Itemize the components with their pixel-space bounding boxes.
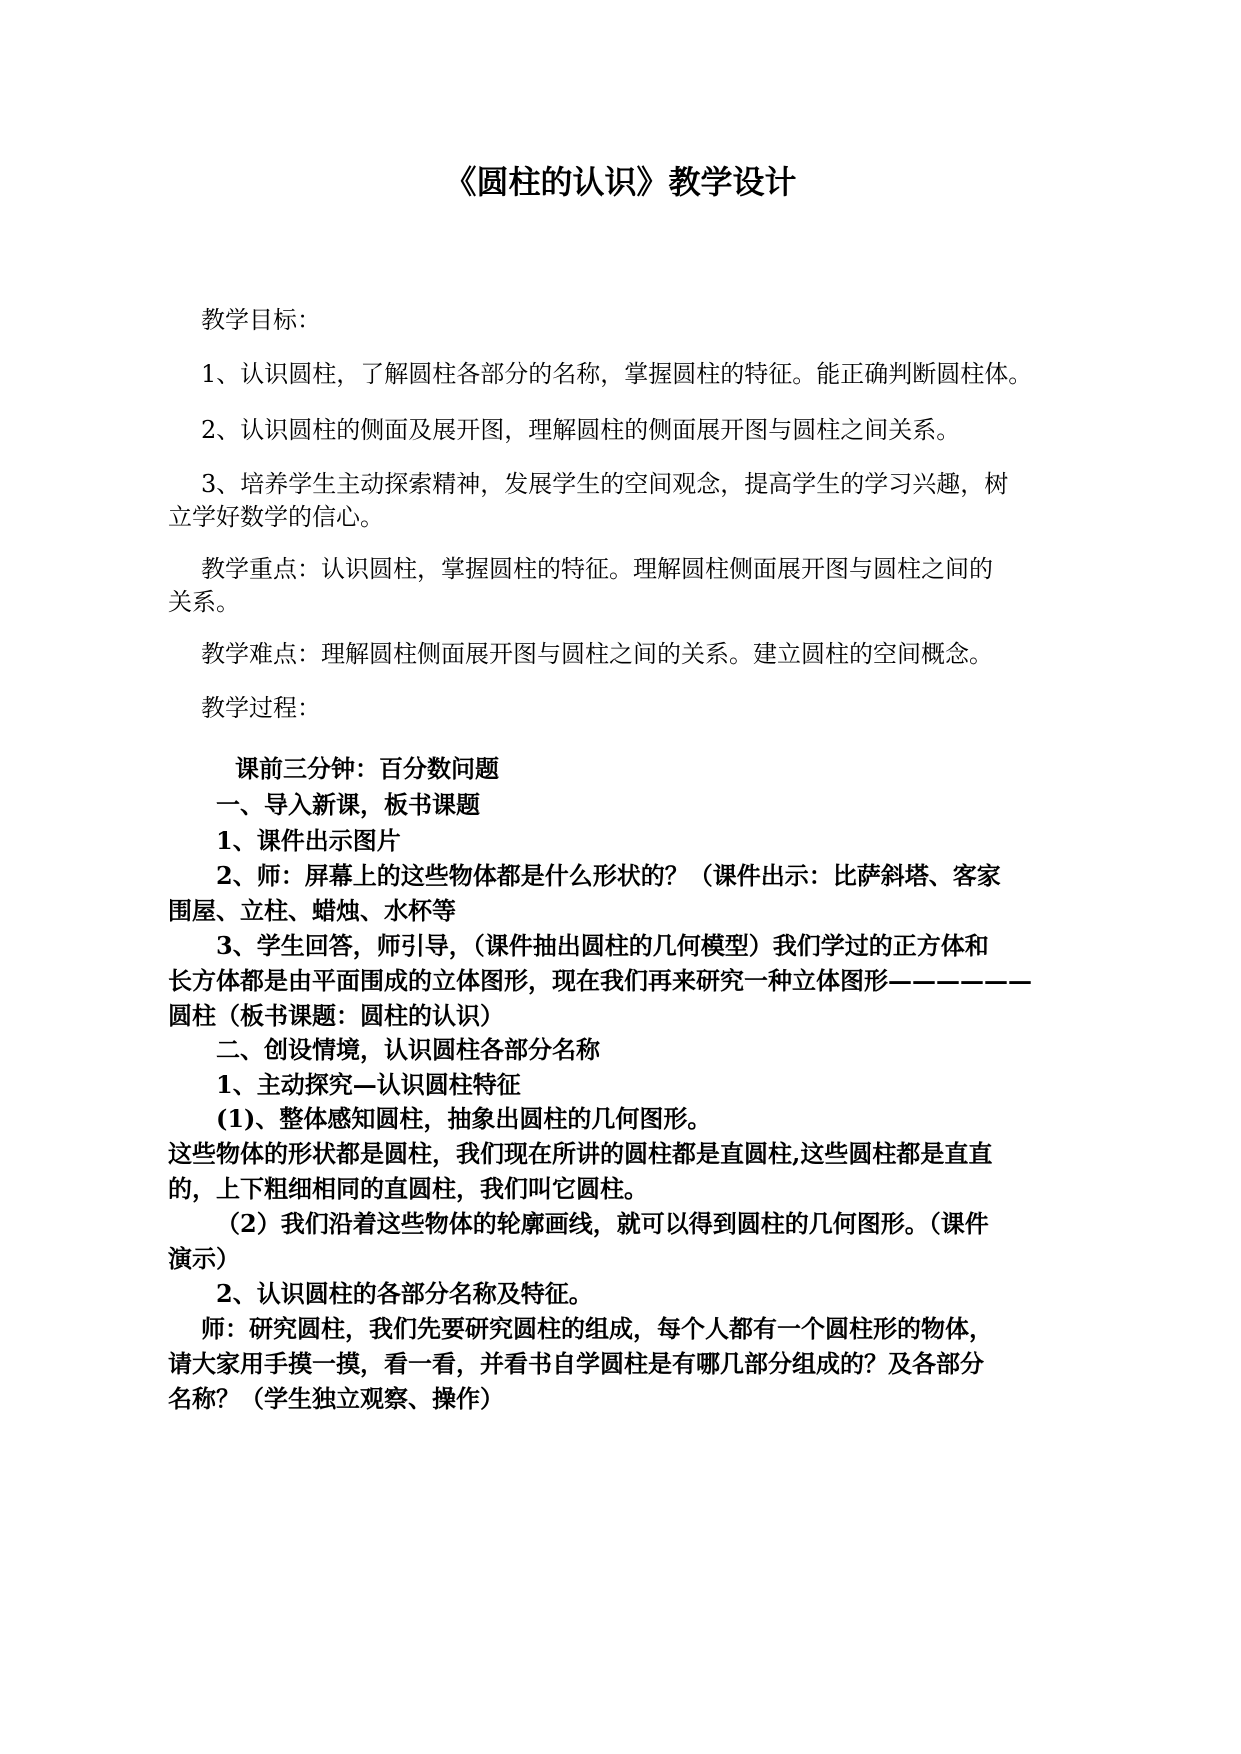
warmup-line: 课前三分钟：百分数问题 xyxy=(235,754,499,783)
part-2-step-2-text-line-3: 名称？（学生独立观察、操作） xyxy=(168,1384,504,1413)
key-points-line-1: 教学重点：认识圆柱，掌握圆柱的特征。理解圆柱侧面展开图与圆柱之间的 xyxy=(201,555,993,583)
part-1-step-3-line-2: 长方体都是由平面围成的立体图形，现在我们再来研究一种立体图形—————— xyxy=(168,966,1032,995)
objective-2: 2、认识圆柱的侧面及展开图，理解圆柱的侧面展开图与圆柱之间关系。 xyxy=(201,416,961,444)
part-2-step-1a-text-line-1: 这些物体的形状都是圆柱，我们现在所讲的圆柱都是直圆柱,这些圆柱都是直直 xyxy=(168,1139,993,1168)
part-2-step-1: 1、主动探究—认识圆柱特征 xyxy=(216,1070,521,1099)
part-2-step-1a: (1)、整体感知圆柱，抽象出圆柱的几何图形。 xyxy=(216,1104,712,1133)
part-1-heading: 一、导入新课，板书课题 xyxy=(216,790,480,819)
part-2-step-1b-line-1: （2）我们沿着这些物体的轮廓画线，就可以得到圆柱的几何图形。（课件 xyxy=(216,1209,989,1238)
part-2-heading: 二、创设情境，认识圆柱各部分名称 xyxy=(216,1035,600,1064)
key-points-line-2: 关系。 xyxy=(168,588,240,616)
process-heading: 教学过程： xyxy=(201,694,321,722)
objectives-heading: 教学目标： xyxy=(201,306,321,334)
part-1-step-3-line-1: 3、学生回答，师引导，（课件抽出圆柱的几何模型）我们学过的正方体和 xyxy=(216,931,989,960)
part-2-step-2-text-line-1: 师：研究圆柱，我们先要研究圆柱的组成，每个人都有一个圆柱形的物体， xyxy=(201,1314,993,1343)
part-2-step-2-text-line-2: 请大家用手摸一摸，看一看，并看书自学圆柱是有哪几部分组成的？及各部分 xyxy=(168,1349,984,1378)
objective-1: 1、认识圆柱，了解圆柱各部分的名称，掌握圆柱的特征。能正确判断圆柱体。 xyxy=(201,360,1033,388)
part-1-step-2-line-2: 围屋、立柱、蜡烛、水杯等 xyxy=(168,896,456,925)
part-2-step-1b-line-2: 演示） xyxy=(168,1244,240,1273)
part-2-step-2: 2、认识圆柱的各部分名称及特征。 xyxy=(216,1279,593,1308)
part-1-step-3-line-3: 圆柱（板书课题：圆柱的认识） xyxy=(168,1001,504,1030)
part-1-step-2-line-1: 2、师：屏幕上的这些物体都是什么形状的？（课件出示：比萨斜塔、客家 xyxy=(216,861,1001,890)
part-2-step-1a-text-line-2: 的，上下粗细相同的直圆柱，我们叫它圆柱。 xyxy=(168,1174,648,1203)
difficulties: 教学难点：理解圆柱侧面展开图与圆柱之间的关系。建立圆柱的空间概念。 xyxy=(201,640,993,668)
part-1-step-1: 1、课件出示图片 xyxy=(216,826,401,855)
document-title: 《圆柱的认识》教学设计 xyxy=(444,163,797,201)
objective-3-line-1: 3、培养学生主动探索精神，发展学生的空间观念，提高学生的学习兴趣，树 xyxy=(201,470,1009,498)
objective-3-line-2: 立学好数学的信心。 xyxy=(168,503,384,531)
